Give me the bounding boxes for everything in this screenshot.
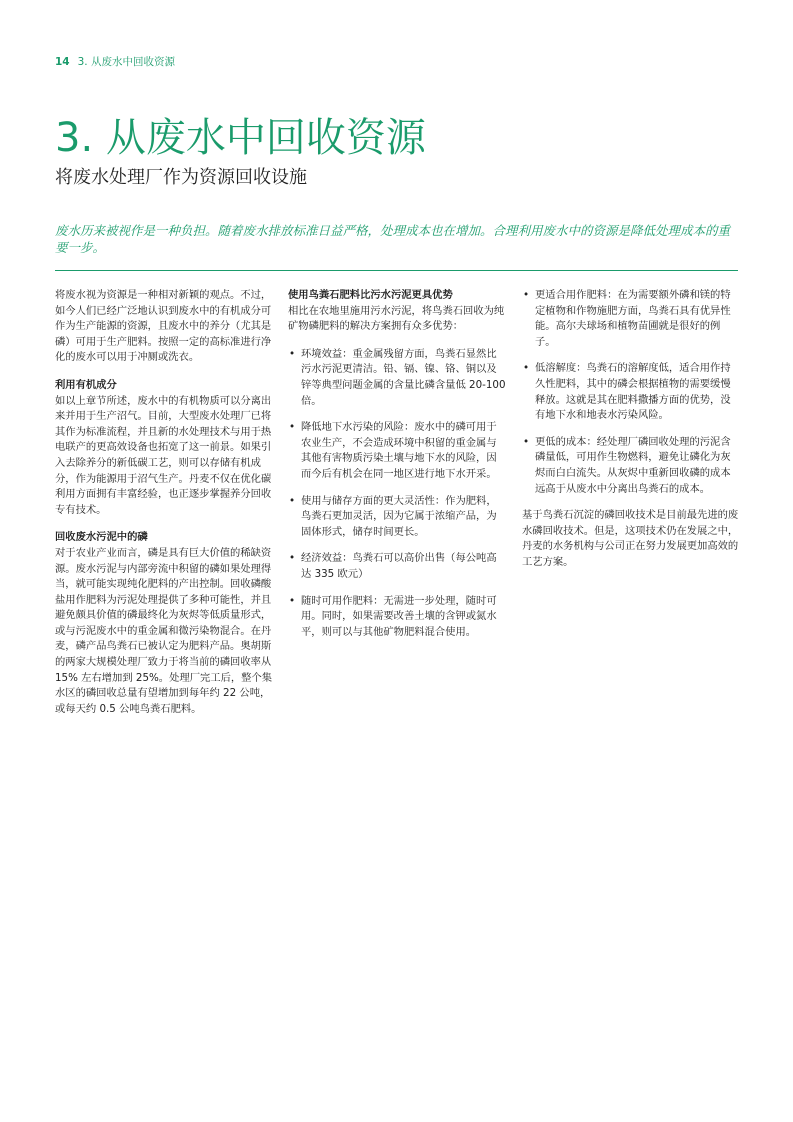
list-item: • 随时可用作肥料：无需进一步处理，随时可用。同时，如果需要改善土壤的含钾或氮水平，则可以与其他矿物肥料混合使用。 [289, 594, 497, 638]
subheading-struvite-advantages: 使用鸟粪石肥料比污水污泥更具优势 [288, 289, 453, 301]
list-item: • 使用与储存方面的更大灵活性：作为肥料，鸟粪石更加灵活，因为它属于浓缩产品，为固体形式，储存时间更长。 [289, 494, 497, 538]
bullet-icon: • [523, 362, 530, 375]
paragraph: 如以上章节所述，废水中的有机物质可以分离出来并用于生产沼气。目前，大型废水处理厂已将其作为标准流程，并且新的水处理技术与用于热电联产的更高效设备也拓宽了这一前景。如果引入去除养分的新低碳工艺，则可以存储有机成分，作为能源用于沼气生产。丹麦不仅在优化碳利用方面拥有丰富经验，也正逐步掌握养分回收专有技术。 [55, 394, 272, 516]
paragraph: 相比在农地里施用污水污泥，将鸟粪石回收为纯矿物磷肥料的解决方案拥有众多优势： [288, 304, 505, 333]
bullet-icon: • [289, 552, 296, 565]
column-3 [522, 288, 740, 583]
paragraph: 基于鸟粪石沉淀的磷回收技术是目前最先进的废水磷回收技术。但是，这项技术仍在发展之中，丹麦的水务机构与公司正在努力发展更加高效的工艺方案。 [522, 509, 739, 568]
running-header [55, 54, 175, 69]
bullet-icon: • [523, 289, 530, 301]
page-title: 3. 从废水中回收资源 [55, 115, 426, 161]
subheading-phosphorus: 回收废水污泥中的磷 [55, 531, 148, 544]
bullet-icon: • [289, 494, 296, 507]
bullet-icon: • [289, 347, 296, 360]
column-1 [55, 288, 273, 729]
list-item: • 降低地下水污染的风险：废水中的磷可用于农业生产，不会造成环境中积留的重金属与其他有害物质污染土壤与地下水的风险，因而今后有机会在同一地区进行地下水开采。 [289, 421, 497, 480]
subheading-organic: 利用有机成分 [55, 378, 117, 391]
divider-rule [55, 270, 738, 271]
intro-lead: 废水历来被视作是一种负担。随着废水排放标准日益严格，处理成本也在增加。合理利用废水中的资源是降低处理成本的重要一步。 [55, 223, 731, 255]
column-2 [288, 288, 506, 651]
running-section-title: 3. 从废水中回收资源 [77, 56, 175, 68]
list-item: • 更低的成本：经处理厂磷回收处理的污泥含磷量低，可用作生物燃料，避免让磷化为灰烬而白白流失。从灰烬中重新回收磷的成本远高于从废水中分离出鸟粪石的成本。 [523, 435, 731, 495]
list-item: • 经济效益：鸟粪石可以高价出售（每公吨高达 335 欧元） [289, 552, 497, 580]
page-number: 14 [55, 56, 70, 68]
bullet-icon: • [523, 435, 530, 448]
bullet-icon: • [289, 421, 296, 434]
paragraph: 将废水视为资源是一种相对新颖的观点。不过，如今人们已经广泛地认识到废水中的有机成分可作为生产能源的资源，且废水中的养分（尤其是磷）可用于生产肥料。按照一定的高标准进行净化的废水可以用于冲厕或洗衣。 [55, 289, 272, 364]
bullet-icon: • [289, 594, 296, 607]
paragraph: 对于农业产业而言，磷是具有巨大价值的稀缺资源。废水污泥与内部旁流中积留的磷如果处理得当，就可能实现纯化肥料的产出控制。回收磷酸盐用作肥料为污泥处理提供了多种可能性，并且避免颇具价值的磷最终化为灰烬等低质量形式，或与污泥废水中的重金属和微污染物混合。在丹麦，磷产品鸟粪石已被认定为肥料产品。奥胡斯的两家大规模处理厂致力于将当前的磷回收率从 15% 左右增加到 25%。处理厂完工后，整个集水区的磷回收总量有望增加到每年约 22 公吨，或每天约 0.5 公吨鸟粪石肥料。 [55, 546, 273, 715]
list-item: • 更适合用作肥料：在为需要额外磷和镁的特定植物和作物施肥方面，鸟粪石具有优异性能。高尔夫球场和植物苗圃就是很好的例子。 [523, 289, 731, 348]
list-item: • 低溶解度：鸟粪石的溶解度低，适合用作持久性肥料，其中的磷会根据植物的需要缓慢释放。这就是其在肥料撒播方面的优势，没有地下水和地表水污染风险。 [523, 362, 731, 422]
bullet-list [522, 288, 740, 497]
bullet-list [288, 347, 506, 641]
list-item: • 环境效益：重金属残留方面，鸟粪石显然比污水污泥更清洁。铅、镉、镍、铬、铜以及锌等典型问题金属的含量比磷含量低 20-100 倍。 [289, 347, 506, 407]
page-subtitle: 将废水处理厂作为资源回收设施 [55, 167, 307, 188]
